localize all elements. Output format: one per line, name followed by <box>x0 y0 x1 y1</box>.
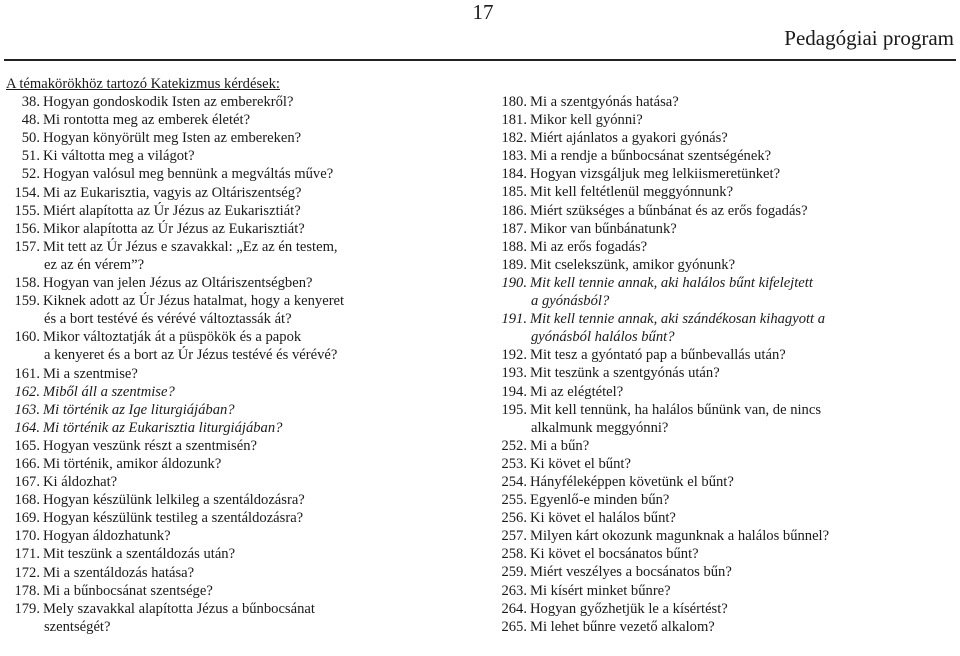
question-text: Miért veszélyes a bocsánatos bűn? <box>530 564 732 581</box>
question-number: 158. <box>14 275 40 292</box>
question-text: Mi az erős fogadás? <box>530 238 648 255</box>
question-item <box>497 491 953 509</box>
question-item <box>497 455 953 473</box>
question-text: Hogyan van jelen Jézus az Oltáriszentségben? <box>43 275 313 292</box>
question-text: Egyenlő-e minden bűn? <box>530 492 670 509</box>
question-number: 155. <box>14 202 40 219</box>
question-number: 167. <box>14 474 40 491</box>
question-item <box>497 220 953 238</box>
question-number: 172. <box>14 564 40 581</box>
question-number: 50. <box>21 130 40 147</box>
question-text: Mit kell tennie annak, aki halálos bűnt kifelejtett <box>530 274 813 291</box>
question-number: 154. <box>14 184 40 201</box>
question-text: Miért alapította az Úr Jézus az Eukarisztiát? <box>43 202 301 219</box>
question-number: 169. <box>14 510 40 527</box>
question-item <box>497 147 953 165</box>
question-text: Mikor kell gyónni? <box>530 112 643 129</box>
question-item-continuation <box>10 346 466 364</box>
question-number: 48. <box>21 112 40 129</box>
question-text: Miért ajánlatos a gyakori gyónás? <box>530 130 728 147</box>
question-text: Mi a rendje a bűnbocsánat szentségének? <box>530 148 772 165</box>
question-number: 179. <box>14 600 40 617</box>
question-item <box>497 364 953 382</box>
question-number: 165. <box>14 437 40 454</box>
question-item <box>10 491 466 509</box>
question-item <box>497 346 953 364</box>
question-item <box>10 383 466 401</box>
question-item <box>497 165 953 183</box>
question-number: 259. <box>501 564 527 581</box>
question-text: Mi lehet bűnre vezető alkalom? <box>530 618 715 635</box>
question-text: Ki követ el halálos bűnt? <box>530 510 676 527</box>
question-text: Mi a szentgyónás hatása? <box>530 94 679 110</box>
question-number: 182. <box>501 130 527 147</box>
question-item <box>10 455 466 473</box>
question-number: 159. <box>14 293 40 310</box>
question-item <box>10 274 466 292</box>
question-number: 186. <box>501 202 527 219</box>
question-item <box>10 111 466 129</box>
question-text: Hogyan vizsgáljuk meg lelkiismeretünket? <box>530 166 781 183</box>
question-number: 156. <box>14 220 40 237</box>
question-number: 258. <box>501 546 527 563</box>
question-text: Miből áll a szentmise? <box>43 383 175 400</box>
question-item <box>497 563 953 581</box>
question-number: 168. <box>14 492 40 509</box>
question-text: Ki követ el bocsánatos bűnt? <box>530 546 699 563</box>
question-number: 181. <box>501 112 527 129</box>
question-item <box>497 545 953 563</box>
question-text: Mit kell tennünk, ha halálos bűnünk van, de nincs <box>530 401 822 418</box>
question-text: Mikor változtatják át a püspökök és a papok <box>43 329 302 346</box>
question-item <box>10 184 466 202</box>
question-number: 161. <box>14 365 40 382</box>
question-item <box>10 93 466 111</box>
question-text: Mit tesz a gyóntató pap a bűnbevallás után? <box>530 347 786 364</box>
left-question-column <box>6 75 466 636</box>
question-text: Mi történik az Ige liturgiájában? <box>43 401 235 418</box>
question-item <box>10 582 466 600</box>
question-number: 257. <box>501 528 527 545</box>
question-item <box>10 419 466 437</box>
section-heading: A témakörökhöz tartozó Katekizmus kérdések: <box>6 76 280 92</box>
question-text: Mi történik az Eukarisztia liturgiájában? <box>43 419 283 436</box>
page-number: 17 <box>472 0 494 24</box>
question-number: 52. <box>21 166 40 183</box>
question-number: 252. <box>501 437 527 454</box>
question-text: Hogyan készülünk testileg a szentáldozásra? <box>43 510 304 527</box>
question-item <box>10 328 466 346</box>
question-item-continuation <box>10 256 466 274</box>
question-item <box>497 202 953 220</box>
question-text: Mi az Eukarisztia, vagyis az Oltáriszentség? <box>43 184 302 201</box>
question-number: 183. <box>501 148 527 165</box>
question-text: ez az én vérem”? <box>44 256 145 273</box>
question-item <box>497 129 953 147</box>
question-number: 255. <box>501 492 527 509</box>
question-number: 192. <box>501 347 527 364</box>
question-item <box>497 183 953 201</box>
question-text: Kiknek adott az Úr Jézus hatalmat, hogy a kenyeret <box>43 293 345 310</box>
question-item <box>497 527 953 545</box>
question-item <box>10 527 466 545</box>
question-text: Mit kell tennie annak, aki szándékosan kihagyott a <box>530 311 826 328</box>
question-number: 164. <box>14 419 40 436</box>
question-text: Mi történik, amikor áldozunk? <box>43 455 222 472</box>
question-number: 163. <box>14 401 40 418</box>
question-number: 254. <box>501 473 527 490</box>
question-text: Hogyan készülünk lelkileg a szentáldozásra? <box>43 492 305 509</box>
question-number: 170. <box>14 528 40 545</box>
question-text: Hogyan gondoskodik Isten az emberekről? <box>43 94 294 111</box>
question-text: Mikor alapította az Úr Jézus az Eukarisztiát? <box>43 220 305 237</box>
question-number: 162. <box>14 383 40 400</box>
question-number: 256. <box>501 510 527 527</box>
question-item <box>497 256 953 274</box>
question-text: Mit tett az Úr Jézus e szavakkal: „Ez az én testem, <box>43 238 338 255</box>
question-item <box>10 165 466 183</box>
question-text: gyónásból halálos bűnt? <box>531 329 675 346</box>
question-item <box>10 238 466 256</box>
document-header-title: Pedagógiai program <box>784 26 954 50</box>
question-text: Mi az elégtétel? <box>530 383 624 400</box>
question-text: Hányféleképpen követünk el bűnt? <box>530 473 734 490</box>
question-number: 195. <box>501 401 527 418</box>
question-number: 166. <box>14 455 40 472</box>
question-text: Ki áldozhat? <box>43 474 118 491</box>
question-item <box>10 292 466 310</box>
question-number: 194. <box>501 383 527 400</box>
question-text: Mit kell feltétlenül meggyónnunk? <box>530 184 734 201</box>
question-item <box>10 509 466 527</box>
question-item <box>497 437 953 455</box>
left-question-list <box>10 93 466 636</box>
question-item <box>497 383 953 401</box>
question-text: Mi kísért minket bűnre? <box>530 582 671 599</box>
question-number: 160. <box>14 329 40 346</box>
question-text: Hogyan veszünk részt a szentmisén? <box>43 437 257 454</box>
question-number: 264. <box>501 600 527 617</box>
question-item-continuation <box>10 310 466 328</box>
question-number: 265. <box>501 618 527 635</box>
question-number: 188. <box>501 238 527 255</box>
question-number: 253. <box>501 455 527 472</box>
question-text: Mit cselekszünk, amikor gyónunk? <box>530 256 736 273</box>
question-item <box>497 310 953 328</box>
header-divider <box>4 59 956 61</box>
question-number: 187. <box>501 220 527 237</box>
question-item <box>10 202 466 220</box>
question-text: Hogyan áldozhatunk? <box>43 528 171 545</box>
question-item <box>10 129 466 147</box>
question-number: 51. <box>21 148 40 165</box>
question-text: Mit teszünk a szentáldozás után? <box>43 546 236 563</box>
question-item <box>10 545 466 563</box>
question-item <box>10 365 466 383</box>
question-item <box>497 618 953 636</box>
question-text: szentségét? <box>44 618 111 635</box>
question-item <box>497 238 953 256</box>
question-text: alkalmunk meggyónni? <box>531 419 669 436</box>
question-text: Mi rontotta meg az emberek életét? <box>43 112 251 129</box>
question-item <box>10 401 466 419</box>
question-number: 184. <box>501 166 527 183</box>
question-text: Mi a szentmise? <box>43 365 138 382</box>
question-item <box>10 473 466 491</box>
question-text: Miért szükséges a bűnbánat és az erős fogadás? <box>530 202 808 219</box>
question-text: Ki követ el bűnt? <box>530 455 631 472</box>
question-number: 178. <box>14 582 40 599</box>
question-item <box>497 582 953 600</box>
question-number: 190. <box>501 274 527 291</box>
question-number: 38. <box>21 94 40 111</box>
question-item <box>10 564 466 582</box>
right-question-list <box>497 93 953 636</box>
question-text: Mikor van bűnbánatunk? <box>530 220 677 237</box>
question-item <box>10 220 466 238</box>
question-item-continuation <box>497 292 953 310</box>
question-number: 263. <box>501 582 527 599</box>
question-text: Hogyan győzhetjük le a kísértést? <box>530 600 728 617</box>
question-item-continuation <box>497 328 953 346</box>
question-text: Mi a bűn? <box>530 437 590 454</box>
question-item <box>10 600 466 618</box>
question-item <box>497 509 953 527</box>
question-item <box>497 600 953 618</box>
question-text: Mi a bűnbocsánat szentsége? <box>43 582 213 599</box>
question-text: Mi a szentáldozás hatása? <box>43 564 195 581</box>
question-text: és a bort testévé és vérévé változtassák át? <box>44 311 292 328</box>
question-number: 185. <box>501 184 527 201</box>
question-text: Mely szavakkal alapította Jézus a bűnbocsánat <box>43 600 315 617</box>
question-text: Hogyan könyörült meg Isten az embereken? <box>43 130 302 147</box>
right-question-column <box>497 93 953 636</box>
question-number: 189. <box>501 256 527 273</box>
question-text: a kenyeret és a bort az Úr Jézus testévé és vérévé? <box>44 347 338 364</box>
question-number: 191. <box>501 311 527 328</box>
question-text: Mit teszünk a szentgyónás után? <box>530 365 720 382</box>
question-item-continuation <box>497 419 953 437</box>
question-text: Ki váltotta meg a világot? <box>43 148 195 165</box>
question-text: a gyónásból? <box>531 293 610 310</box>
question-item <box>497 111 953 129</box>
question-text: Hogyan valósul meg bennünk a megváltás műve? <box>43 166 334 183</box>
question-item <box>497 93 953 111</box>
question-item <box>497 473 953 491</box>
question-item <box>497 274 953 292</box>
question-item <box>10 437 466 455</box>
question-item <box>497 401 953 419</box>
question-number: 193. <box>501 365 527 382</box>
question-number: 171. <box>14 546 40 563</box>
question-text: Milyen kárt okozunk magunknak a halálos bűnnel? <box>530 528 830 545</box>
question-number: 157. <box>14 238 40 255</box>
question-item-continuation <box>10 618 466 636</box>
question-number: 180. <box>501 94 527 110</box>
question-item <box>10 147 466 165</box>
